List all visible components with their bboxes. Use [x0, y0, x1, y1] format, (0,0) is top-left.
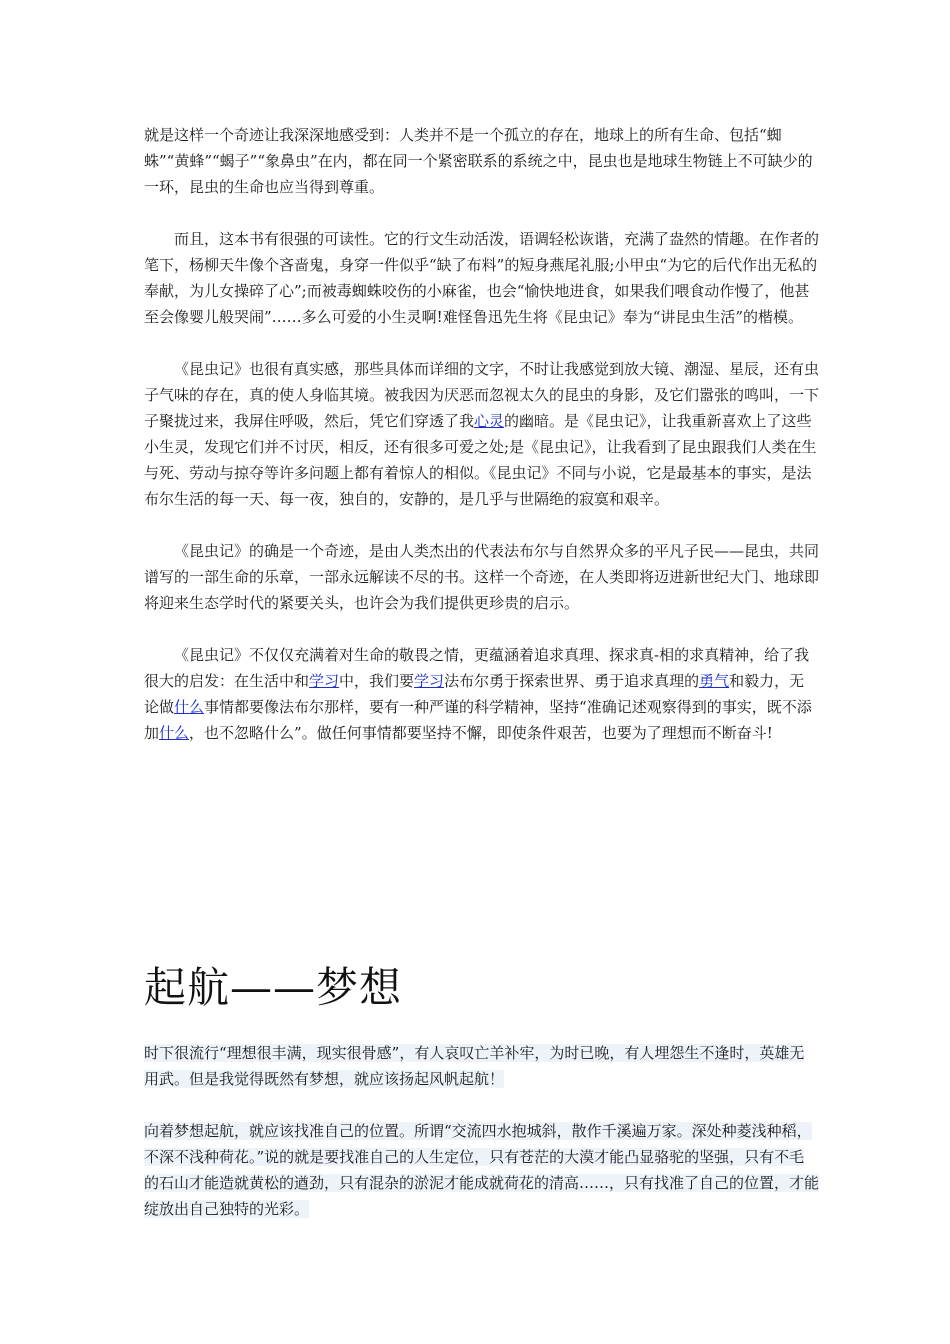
- link-study-2[interactable]: 学习: [414, 672, 445, 690]
- paragraph-5-text-e: 事情都要像法布尔那样，要有一种严谨的科学精神，坚持“准确记述观察得到的事实，既不添加: [144, 698, 812, 742]
- essay-paragraph-2-text: 向着梦想起航，就应该找准自己的位置。所谓“交流四水抱城斜，散作千溪遍万家。深处种菱浅种稻，不深不浅种荷花。”说的就是要找准自己的人生定位，只有苍茫的大漠才能凸显骆驼的坚强，只有不毛的石山才能造就黄松的遒劲，只有混杂的淤泥才能成就荷花的清高……，只有找准了自己的位置，才能绽放出自己独特的光彩。: [144, 1122, 820, 1218]
- essay-paragraph-2: [144, 1118, 819, 1222]
- review-section: [144, 122, 819, 772]
- paragraph-4: 《昆虫记》的确是一个奇迹，是由人类杰出的代表法布尔与自然界众多的平凡子民——昆虫，共同谱写的一部生命的乐章，一部永远解读不尽的书。这样一个奇迹，在人类即将迈进新世纪大门、地球即将迎来生态学时代的紧要关头，也许会为我们提供更珍贵的启示。: [144, 542, 820, 612]
- essay-heading: 起航——梦想: [144, 963, 403, 1012]
- essay-section: [144, 1040, 819, 1248]
- paragraph-5-text-d: 和毅力，无论做: [144, 672, 805, 716]
- paragraph-2: 而且，这本书有很强的可读性。它的行文生动活泼，语调轻松诙谐，充满了盎然的情趣。在作者的笔下，杨柳天牛像个吝啬鬼，身穿一件似乎“缺了布料”的短身燕尾礼服;小甲虫“为它的后代作出无私的奉献，为儿女操碎了心”;而被毒蜘蛛咬伤的小麻雀，也会“愉快地进食，如果我们喂食动作慢了，他甚至会像婴儿般哭闹”……多么可爱的小生灵啊!难怪鲁迅先生将《昆虫记》奉为“讲昆虫生活”的楷模。: [144, 230, 820, 326]
- essay-paragraph-1: [144, 1040, 819, 1092]
- paragraph-5-text-a: 《昆虫记》不仅仅充满着对生命的敬畏之情，更蕴涵着追求真理、探求真-相的求真精神，给了我很大的启发：在生活中和: [144, 646, 810, 690]
- paragraph-3-text-a: 《昆虫记》也很有真实感，那些具体而详细的文字，不时让我感觉到放大镜、潮湿、星辰，还有虫子气味的存在，真的使人身临其境。被我因为厌恶而忽视太久的昆虫的身影，及它们嚣张的鸣叫，一下子聚拢过来，我屏住呼吸，然后，凭它们穿透了我: [144, 360, 820, 430]
- paragraph-5-text-c: 法布尔勇于探索世界、勇于追求真理的: [444, 672, 700, 690]
- essay-paragraph-1-text: 时下很流行“理想很丰满，现实很骨感”，有人哀叹亡羊补牢，为时已晚，有人埋怨生不逢时，英雄无用武。但是我觉得既然有梦想，就应该扬起风帆起航！: [144, 1044, 805, 1088]
- paragraph-3-text-b: 的幽暗。是《昆虫记》，让我重新喜欢上了这些小生灵，发现它们并不讨厌，相反，还有很多可爱之处;是《昆虫记》，让我看到了昆虫跟我们人类在生与死、劳动与掠夺等许多问题上都有着惊人的相似。《昆虫记》不同与小说，它是最基本的事实，是法布尔生活的每一天、每一夜，独自的，安静的，是几乎与世隔绝的寂寞和艰辛。: [144, 412, 817, 508]
- link-courage[interactable]: 勇气: [699, 672, 730, 690]
- paragraph-5-text-b: 中，我们要: [339, 672, 415, 690]
- paragraph-3: [144, 356, 819, 512]
- link-what-2[interactable]: 什么: [159, 724, 190, 742]
- link-what-1[interactable]: 什么: [174, 698, 205, 716]
- paragraph-5: [144, 642, 819, 746]
- link-heart[interactable]: 心灵: [474, 412, 505, 430]
- link-study-1[interactable]: 学习: [309, 672, 340, 690]
- paragraph-1: 就是这样一个奇迹让我深深地感受到：人类并不是一个孤立的存在，地球上的所有生命、包括“蜘蛛”“黄蜂”“蝎子”“象鼻虫”在内，都在同一个紧密联系的系统之中，昆虫也是地球生物链上不可缺少的一环，昆虫的生命也应当得到尊重。: [144, 126, 813, 196]
- paragraph-5-text-f: ，也不忽略什么”。做任何事情都要坚持不懈，即使条件艰苦，也要为了理想而不断奋斗!: [189, 724, 773, 742]
